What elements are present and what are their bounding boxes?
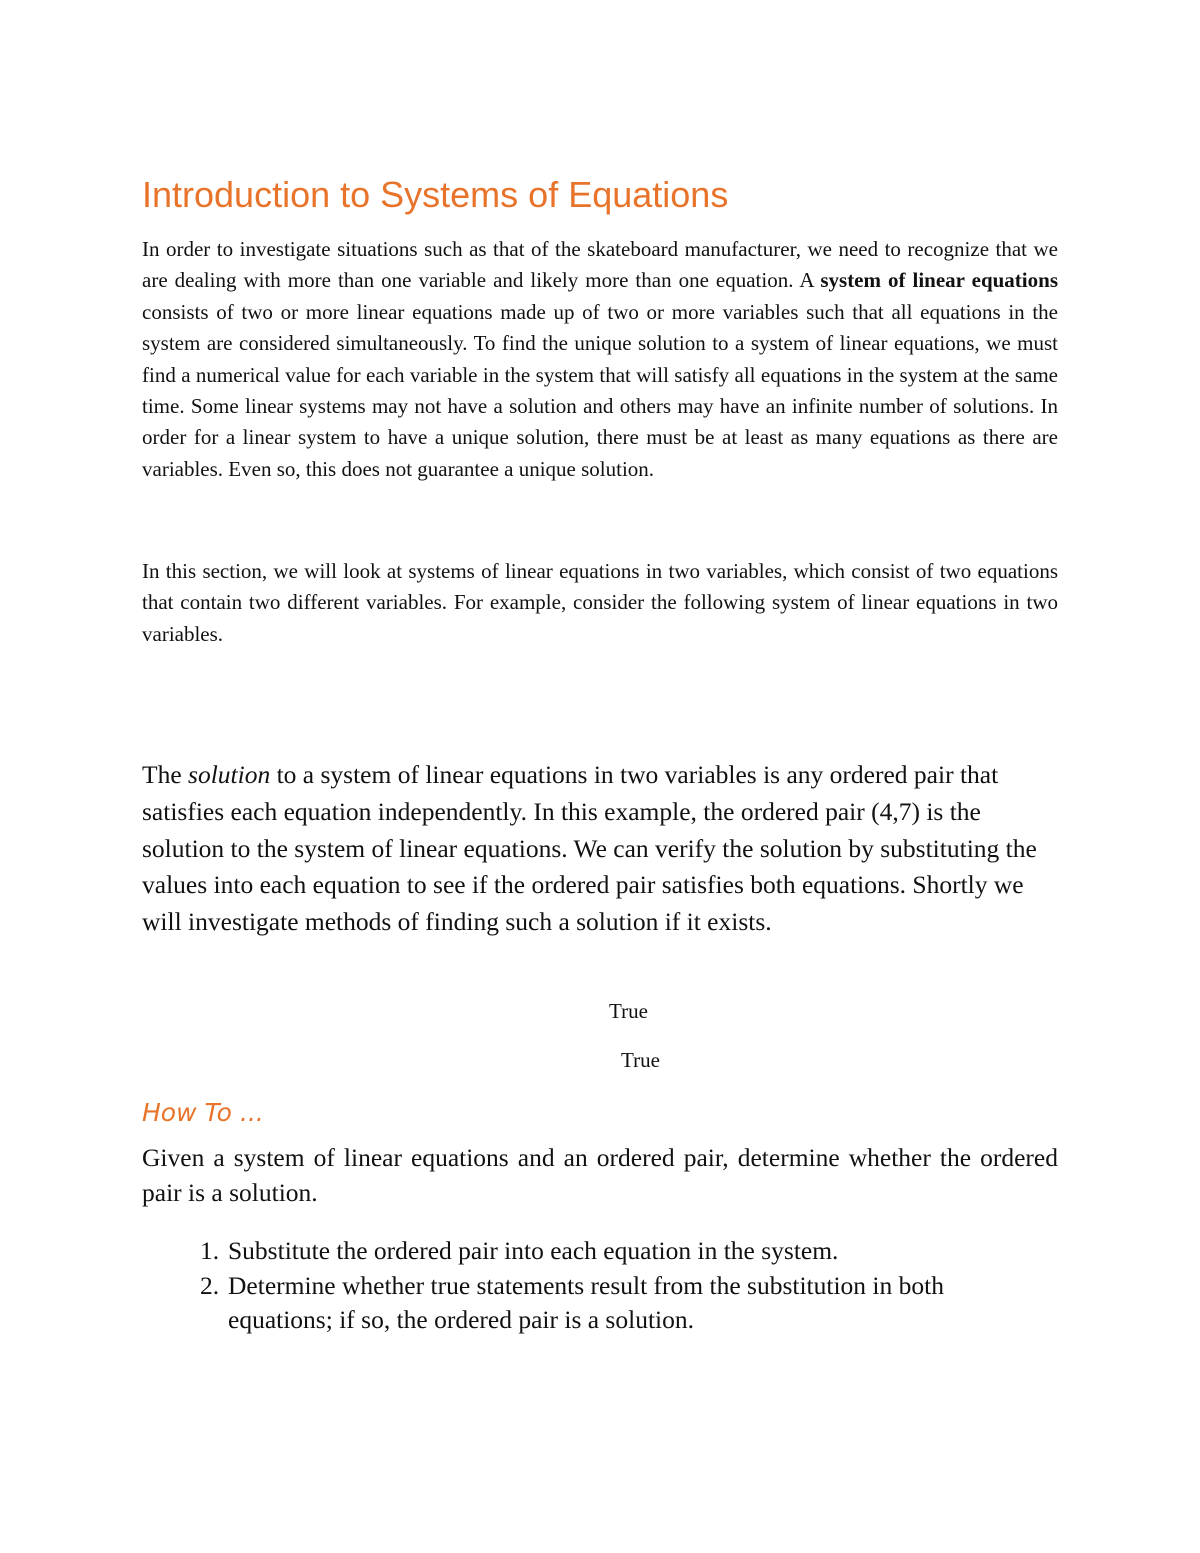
howto-steps-list [200,1234,1020,1338]
section-paragraph: In this section, we will look at systems of linear equations in two variables, which consist of two equations that contain two different variables. For example, consider the following system of linear equations in two variables. [142,559,1058,646]
howto-intro: Given a system of linear equations and an ordered pair, determine whether the ordered pair is a solution. [142,1143,1058,1207]
term-solution: solution [188,760,271,789]
intro-paragraph [142,234,1058,485]
step-text: Determine whether true statements result from the substitution in both equations; if so, the ordered pair is a solution. [228,1270,944,1334]
page-title: Introduction to Systems of Equations [142,174,729,215]
term-system-of-linear-equations: system of linear equations [820,268,1058,293]
howto-heading: How To ... [142,1098,264,1127]
solution-paragraph [142,757,1042,941]
intro-text-end: consists of two or more linear equations made up of two or more variables such that all equations in the system are considered simultaneously. To find the unique solution to a system of linear equations, we must find a numerical value for each variable in the system that will satisfy all equations in the system at the same time. Some linear systems may not have a solution and others may have an infinite number of solutions. In order for a linear system to have a unique solution, there must be at least as many equations as there are variables. Even so, this does not guarantee a unique solution. [142,299,1058,481]
verification-result-1: True [609,999,648,1023]
step-text: Substitute the ordered pair into each equation in the system. [228,1236,839,1265]
howto-step [200,1234,1020,1269]
step-number: 2. [200,1270,220,1300]
solution-text-start: The [142,760,189,789]
solution-text-end: to a system of linear equations in two variables is any ordered pair that satisfies each equation independently. In this example, the ordered pair (4,7) is the solution to the system of linear equations. We can verify the solution by substituting the values into each equation to see if the ordered pair satisfies both equations. Shortly we will investigate methods of finding such a solution if it exists. [142,760,1037,937]
intro-text-start: In order to investigate situations such as that of the skateboard manufacturer, we need to recognize that we are dealing with more than one variable and likely more than one equation. A [142,237,1058,293]
howto-step [200,1269,1020,1338]
verification-result-2: True [621,1048,660,1072]
step-number: 1. [200,1236,220,1265]
